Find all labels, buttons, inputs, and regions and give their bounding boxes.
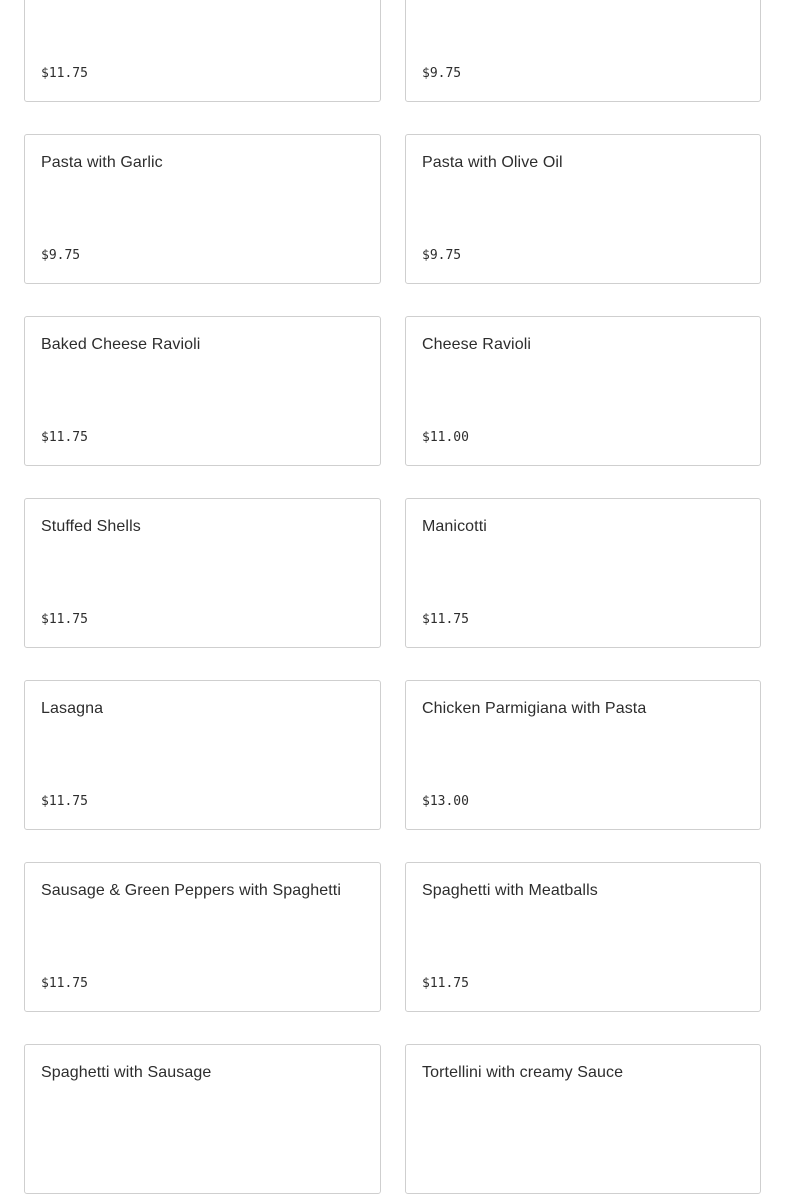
menu-item-name: Sausage & Green Peppers with Spaghetti: [41, 882, 341, 899]
menu-item-name: Chicken Parmigiana with Pasta: [422, 700, 647, 717]
menu-item-name: Cheese Ravioli: [422, 336, 532, 353]
menu-item-price: $11.75: [41, 66, 88, 81]
menu-item-price: $9.75: [41, 248, 81, 263]
menu-item-grid: [24, 0, 761, 1194]
menu-item-name: Baked Cheese Ravioli: [41, 336, 201, 353]
menu-item-name: Pasta with Olive Oil: [422, 154, 563, 171]
menu-item-card[interactable]: [24, 134, 381, 284]
menu-item-name: Manicotti: [422, 518, 487, 535]
menu-item-card[interactable]: [405, 134, 761, 284]
menu-item-price: $11.75: [41, 612, 88, 627]
menu-item-price: $11.75: [41, 430, 88, 445]
menu-item-name: Spaghetti with Meatballs: [422, 882, 598, 899]
menu-item-card[interactable]: [405, 680, 761, 830]
menu-item-card[interactable]: [405, 316, 761, 466]
menu-item-price: $11.00: [422, 430, 469, 445]
menu-item-name: Tortellini with creamy Sauce: [422, 1064, 624, 1081]
menu-item-card[interactable]: [405, 862, 761, 1012]
menu-item-card[interactable]: [24, 0, 381, 102]
menu-item-card[interactable]: [24, 680, 381, 830]
menu-item-price: $11.75: [41, 794, 88, 809]
menu-item-price: $9.75: [422, 66, 462, 81]
menu-item-price: $13.00: [422, 794, 469, 809]
menu-item-card[interactable]: [405, 0, 761, 102]
menu-item-name: Spaghetti with Sausage: [41, 1064, 212, 1081]
menu-item-card[interactable]: [24, 316, 381, 466]
menu-item-name: Stuffed Shells: [41, 518, 141, 535]
menu-item-price: $11.75: [422, 976, 469, 991]
menu-item-card[interactable]: [24, 1044, 381, 1194]
menu-item-price: $9.75: [422, 248, 462, 263]
menu-item-price: $11.75: [41, 976, 88, 991]
menu-item-card[interactable]: [24, 498, 381, 648]
menu-item-card[interactable]: [405, 1044, 761, 1194]
menu-item-name: Lasagna: [41, 700, 104, 717]
menu-item-card[interactable]: [24, 862, 381, 1012]
menu-item-card[interactable]: [405, 498, 761, 648]
menu-item-name: Pasta with Garlic: [41, 154, 163, 171]
menu-item-price: $11.75: [422, 612, 469, 627]
